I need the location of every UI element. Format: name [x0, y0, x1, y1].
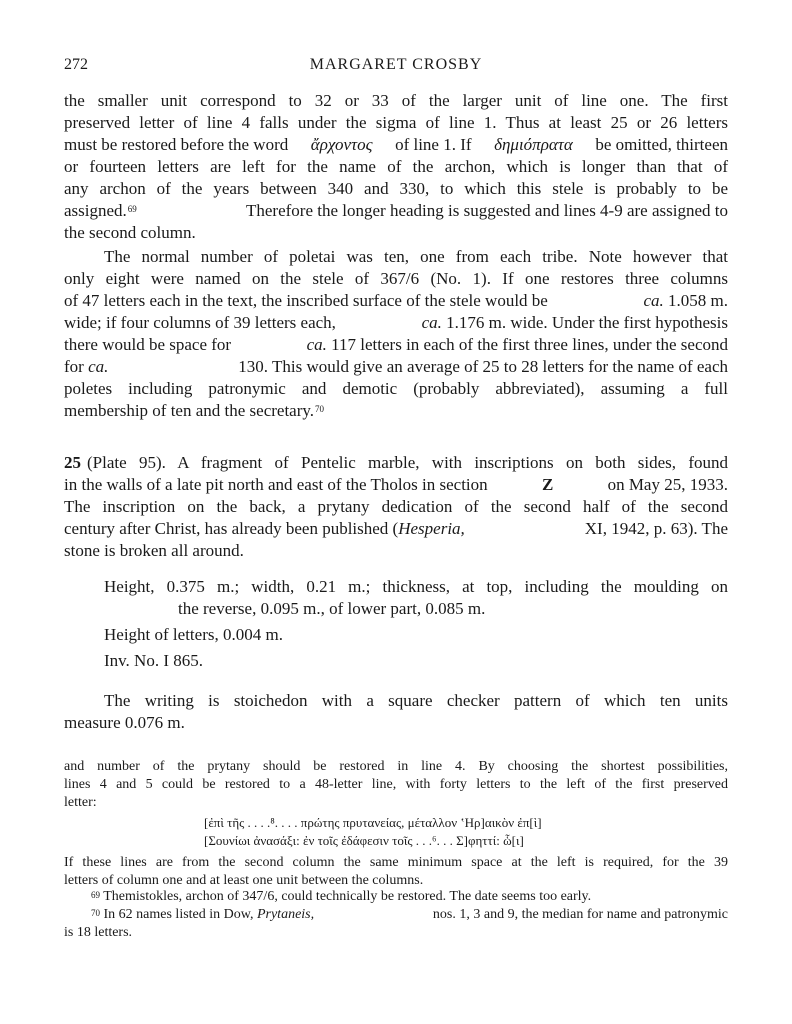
footnotes	[64, 888, 728, 948]
page-number: 272	[64, 56, 88, 73]
text-line: poletes including patronymic and demotic (probably abbreviated), assuming a full	[64, 379, 728, 398]
text-line: wide; if four columns of 39 letters each, ca. 1.176 m. wide. Under the first hypothesis	[64, 313, 728, 332]
footnote-70: $^{70}$ In 62 names listed in Dow, Prytaneis, nos. 1, 3 and 9, the median for name and patronymic	[91, 907, 728, 922]
greek-restoration-line: [Σουνίωι ἀνασάξι: ἐν τοῖς ἐδάφεσιν τοῖς . . .⁶. . . Σ]φηττί: ὧ[ι]	[204, 833, 524, 848]
greek-word: ἄρχοντος	[310, 135, 373, 154]
text-line: only eight were named on the stele of 367/6 (No. 1). If one restores three columns	[64, 269, 728, 288]
text-line: measure 0.076 m.	[64, 713, 185, 732]
text-line: Height of letters, 0.004 m.	[104, 625, 283, 644]
text-line: of 47 letters each in the text, the inscribed surface of the stele would be ca. 1.058 m.	[64, 291, 728, 310]
running-title: MARGARET CROSBY	[309, 56, 483, 73]
text-line: 25 (Plate 95). A fragment of Pentelic marble, with inscriptions on both sides, found	[64, 453, 728, 472]
running-header	[64, 56, 728, 80]
text-line: lines 4 and 5 could be restored to a 48-letter line, with forty letters to the left of the first preserved	[64, 777, 728, 792]
text-line: letters of column one and at least one unit between the columns.	[64, 873, 424, 888]
text-line: Inv. No. I 865.	[104, 651, 203, 670]
text-line: The inscription on the back, a prytany dedication of the second half of the second	[64, 497, 728, 516]
text-line: any archon of the years between 340 and 330, to which this stele is probably to be	[64, 179, 728, 198]
text-line: letter:	[64, 795, 97, 810]
footnote-70-cont: is 18 letters.	[64, 925, 133, 940]
text-line: preserved letter of line 4 falls under the sigma of line 1. Thus at least 25 or 26 letters	[64, 113, 728, 132]
text-line: there would be space for ca. 117 letters in each of the first three lines, under the second	[64, 335, 728, 354]
text-line: must be restored before the word ἄρχοντος of line 1. If δημιόπρατα be omitted, thirteen	[64, 135, 728, 154]
text-line: the smaller unit correspond to 32 or 33 of the larger unit of line one. The first	[64, 91, 728, 110]
entry-number: 25	[64, 453, 81, 472]
text-line: Height, 0.375 m.; width, 0.21 m.; thickness, at top, including the moulding on	[104, 577, 728, 596]
text-line: for ca. 130. This would give an average of 25 to 28 letters for the name of each	[64, 357, 728, 376]
text-line: If these lines are from the second column the same minimum space at the left is required, for the 39	[64, 855, 728, 870]
text-line: the reverse, 0.095 m., of lower part, 0.085 m.	[178, 599, 486, 618]
footnote-69: $^{69}$ Themistokles, archon of 347/6, could technically be restored. The date seems too early.	[91, 889, 592, 904]
text-line: or fourteen letters are left for the name of the archon, which is longer than that of	[64, 157, 728, 176]
entry-25	[64, 452, 728, 568]
text-line: membership of ten and the secretary.$^{70}$	[64, 401, 325, 420]
paragraph-2	[64, 246, 728, 426]
text-line: century after Christ, has already been published (Hesperia, XI, 1942, p. 63). The	[64, 519, 728, 538]
footnote-ref: 69	[127, 204, 137, 214]
greek-word: δημιόπρατα	[494, 135, 573, 154]
text-line: in the walls of a late pit north and east of the Tholos in section Z on May 25, 1933.	[64, 475, 728, 494]
text-line: The writing is stoichedon with a square checker pattern of which ten units	[104, 691, 728, 710]
note-block	[64, 758, 728, 888]
paragraph-3	[64, 690, 728, 734]
text-line: assigned.$^{69}$ Therefore the longer heading is suggested and lines 4-9 are assigned to	[64, 201, 728, 220]
paragraph-1	[64, 90, 728, 240]
greek-restoration-line: [ἐπὶ τῆς . . . .⁸. . . . πρώτης πρυτανείας, μέταλλον ʽΗρ]αικὸν ἐπ[ὶ]	[204, 815, 542, 830]
text-line: stone is broken all around.	[64, 541, 244, 560]
text-line: The normal number of poletai was ten, one from each tribe. Note however that	[104, 247, 728, 266]
text-line: the second column.	[64, 223, 196, 242]
measurements	[64, 576, 728, 676]
text-line: and number of the prytany should be restored in line 4. By choosing the shortest possibilities,	[64, 759, 728, 774]
footnote-ref: 70	[315, 404, 325, 414]
